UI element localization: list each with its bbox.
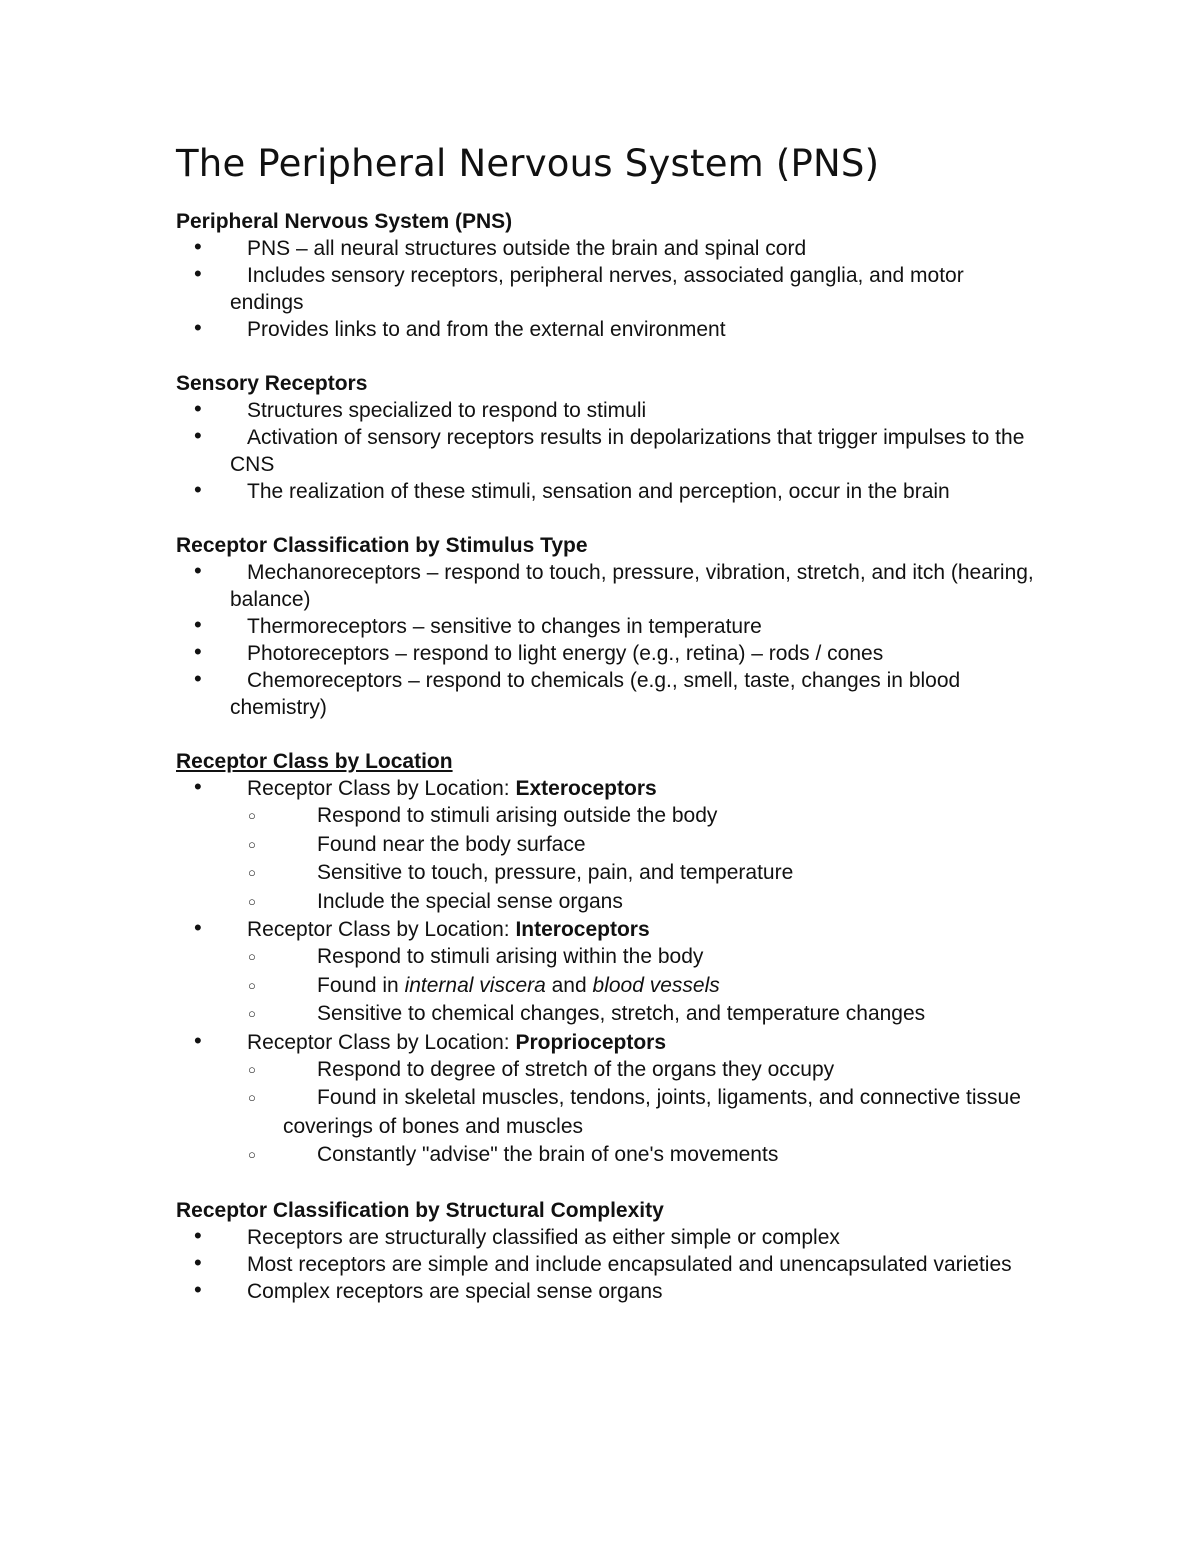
item-prefix: Receptor Class by Location:: [247, 1030, 516, 1054]
list-item: • Mechanoreceptors – respond to touch, pressure, vibration, stretch, and itch (hearing, balance): [176, 559, 1036, 613]
item-prefix: Receptor Class by Location:: [247, 777, 516, 800]
sub-list-item: ○ Include the special sense organs: [176, 888, 1036, 917]
list-item: • Provides links to and from the external environment: [176, 316, 1036, 343]
sub-list-item: ○ Found in skeletal muscles, tendons, joints, ligaments, and connective tissue coverings of bones and muscles: [176, 1084, 1036, 1141]
receptor-name: Interoceptors: [515, 918, 650, 941]
italic-text: internal viscera: [404, 973, 546, 997]
bullet-list: [176, 397, 1036, 505]
bullet-list: [176, 1224, 1036, 1305]
section-heading: Receptor Class by Location: [176, 750, 453, 773]
document-page: [176, 140, 1036, 1332]
italic-text: blood vessels: [592, 973, 720, 997]
text-run: Found in: [317, 973, 405, 997]
sub-list-item: ○ Constantly "advise" the brain of one's movements: [176, 1141, 1036, 1170]
section-heading: Receptor Classification by Stimulus Type: [176, 534, 588, 557]
section-location: [176, 748, 1036, 1170]
sub-list-item: ○ Sensitive to touch, pressure, pain, and temperature: [176, 859, 1036, 888]
section-heading: Peripheral Nervous System (PNS): [176, 210, 513, 233]
section-structural-complexity: [176, 1197, 1036, 1305]
section-sensory-receptors: [176, 370, 1036, 505]
sub-list-item: ○ Respond to degree of stretch of the organs they occupy: [176, 1056, 1036, 1085]
list-item-interoceptors: [176, 916, 1036, 943]
list-item: • Thermoreceptors – sensitive to changes in temperature: [176, 613, 1036, 640]
text-run: and: [545, 973, 593, 997]
list-item: • Most receptors are simple and include encapsulated and unencapsulated varieties: [176, 1251, 1036, 1278]
list-item: • The realization of these stimuli, sensation and perception, occur in the brain: [176, 478, 1036, 505]
bullet-list: [176, 235, 1036, 343]
list-item: • Structures specialized to respond to stimuli: [176, 397, 1036, 424]
bullet-list: [176, 559, 1036, 721]
list-item: • Chemoreceptors – respond to chemicals (e.g., smell, taste, changes in blood chemistry): [176, 667, 1036, 721]
list-item: • Photoreceptors – respond to light energy (e.g., retina) – rods / cones: [176, 640, 1036, 667]
item-prefix: Receptor Class by Location:: [247, 918, 516, 941]
bullet-list: [176, 775, 1036, 1170]
list-item: • Receptors are structurally classified as either simple or complex: [176, 1224, 1036, 1251]
list-item: • Activation of sensory receptors results in depolarizations that trigger impulses to the CNS: [176, 424, 1036, 478]
sub-list-item: ○ Found near the body surface: [176, 831, 1036, 860]
sub-list-item: ○ Respond to stimuli arising outside the body: [176, 802, 1036, 831]
receptor-name: Exteroceptors: [515, 777, 657, 800]
section-pns: [176, 208, 1036, 343]
section-heading: Receptor Classification by Structural Complexity: [176, 1198, 664, 1222]
list-item-proprioceptors: [176, 1029, 1036, 1056]
document-title: The Peripheral Nervous System (PNS): [176, 142, 880, 185]
list-item: • Complex receptors are special sense organs: [176, 1278, 1036, 1305]
receptor-name: Proprioceptors: [515, 1030, 666, 1054]
section-heading: Sensory Receptors: [176, 372, 368, 395]
section-stimulus-type: [176, 532, 1036, 721]
list-item: • PNS – all neural structures outside the brain and spinal cord: [176, 235, 1036, 262]
list-item-exteroceptors: [176, 775, 1036, 802]
sub-list-item: ○ Sensitive to chemical changes, stretch, and temperature changes: [176, 1000, 1036, 1029]
list-item: • Includes sensory receptors, peripheral nerves, associated ganglia, and motor endings: [176, 262, 1036, 316]
sub-list-item-found-in: [176, 972, 1036, 1001]
sub-list-item: ○ Respond to stimuli arising within the body: [176, 943, 1036, 972]
